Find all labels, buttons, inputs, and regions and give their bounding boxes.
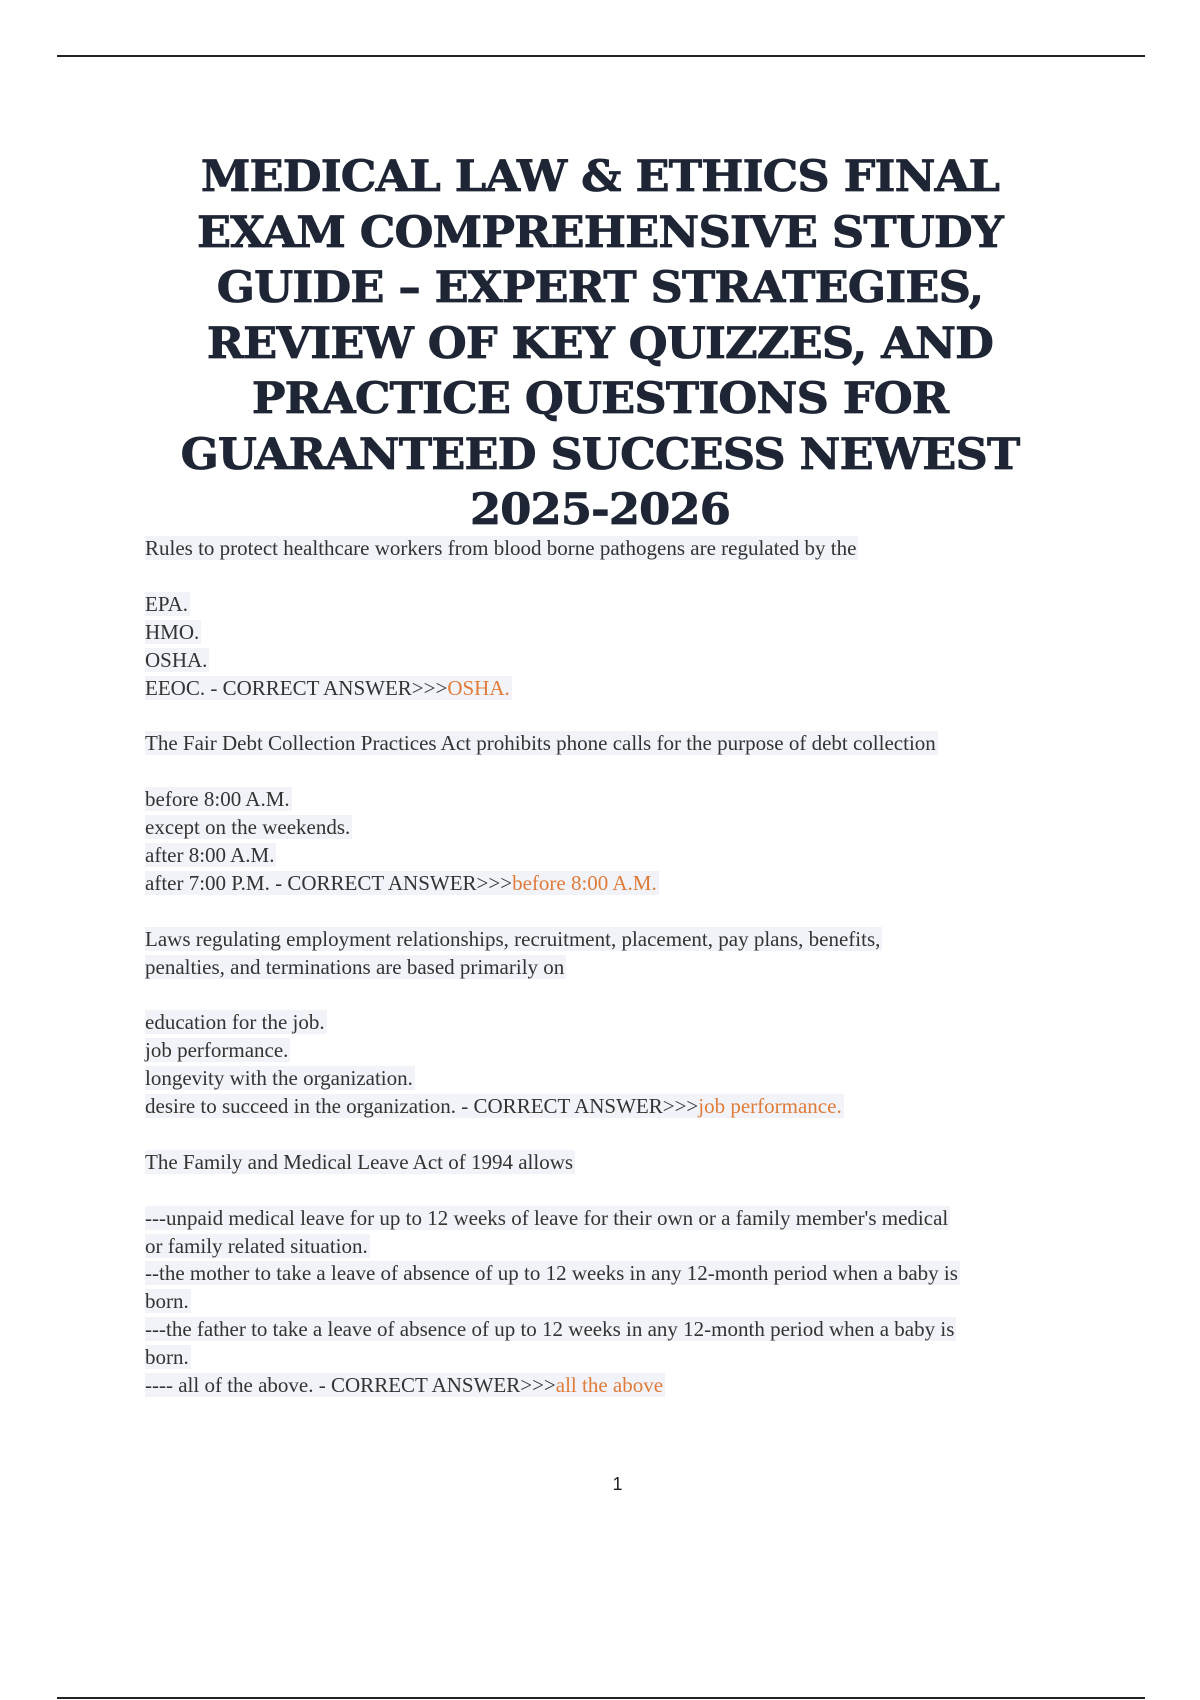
answer-line: [145, 870, 1105, 898]
correct-answer: all the above: [555, 1373, 664, 1398]
answer-option: desire to succeed in the organization.: [145, 1094, 457, 1119]
title-line: REVIEW OF KEY QUIZZES, AND: [206, 318, 994, 369]
page-number: 1: [612, 1474, 623, 1494]
document-title: [132, 150, 1068, 539]
bottom-rule: [57, 1697, 1145, 1699]
title-line: GUIDE – EXPERT STRATEGIES,: [216, 263, 984, 313]
title-line: PRACTICE QUESTIONS FOR: [251, 374, 949, 424]
correct-answer-prefix: - CORRECT ANSWER>>>: [205, 675, 448, 700]
answer-option: HMO.: [145, 619, 200, 644]
answer-option: before 8:00 A.M.: [145, 787, 290, 812]
answer-option: ---unpaid medical leave for up to 12 weeks of leave for their own or a family member's medical: [145, 1205, 949, 1230]
answer-line: [145, 1093, 1105, 1121]
answer-option: ---- all of the above.: [145, 1373, 314, 1398]
answer-option: ---the father to take a leave of absence of up to 12 weeks in any 12-month period when a baby is: [145, 1317, 955, 1342]
answer-option: after 7:00 P.M.: [145, 870, 270, 895]
title-line: MEDICAL LAW & ETHICS FINAL: [200, 152, 1000, 202]
answer-option: except on the weekends.: [145, 815, 351, 840]
question-block: [145, 730, 1105, 897]
title-line: 2025-2026: [469, 485, 730, 535]
answer-line: [145, 1372, 1105, 1400]
answer-option: longevity with the organization.: [145, 1066, 413, 1091]
question-stem: Laws regulating employment relationships, recruitment, placement, pay plans, benefits,: [145, 926, 881, 951]
question-stem: Rules to protect healthcare workers from blood borne pathogens are regulated by the: [145, 536, 857, 560]
top-rule: [57, 55, 1145, 57]
answer-option: --the mother to take a leave of absence of up to 12 weeks in any 12-month period when a baby is: [145, 1261, 958, 1286]
answer-line: [145, 675, 1105, 703]
answer-option: born.: [145, 1289, 189, 1314]
correct-answer-prefix: - CORRECT ANSWER>>>: [456, 1094, 699, 1119]
answer-option: born.: [145, 1345, 189, 1370]
correct-answer: OSHA.: [447, 675, 510, 700]
answer-option: after 8:00 A.M.: [145, 842, 275, 867]
answer-option: OSHA.: [145, 647, 208, 672]
answer-option: EEOC.: [145, 675, 206, 700]
answer-option: job performance.: [145, 1038, 289, 1063]
question-stem: The Fair Debt Collection Practices Act prohibits phone calls for the purpose of debt collection: [145, 731, 936, 756]
question-block: [145, 535, 1105, 702]
question-stem: penalties, and terminations are based primarily on: [145, 954, 565, 979]
question-stem: The Family and Medical Leave Act of 1994 allows: [145, 1149, 574, 1174]
question-list: [145, 535, 1105, 1400]
title-line: GUARANTEED SUCCESS NEWEST: [180, 429, 1020, 480]
question-block: [145, 1149, 1105, 1400]
correct-answer-prefix: - CORRECT ANSWER>>>: [269, 870, 513, 895]
answer-option: education for the job.: [145, 1010, 325, 1035]
correct-answer: job performance.: [698, 1094, 842, 1119]
correct-answer-prefix: - CORRECT ANSWER>>>: [313, 1373, 556, 1398]
correct-answer: before 8:00 A.M.: [512, 870, 657, 895]
title-line: EXAM COMPREHENSIVE STUDY: [197, 207, 1003, 258]
answer-option: EPA.: [145, 591, 188, 616]
question-block: [145, 926, 1105, 1121]
answer-option: or family related situation.: [145, 1233, 368, 1258]
